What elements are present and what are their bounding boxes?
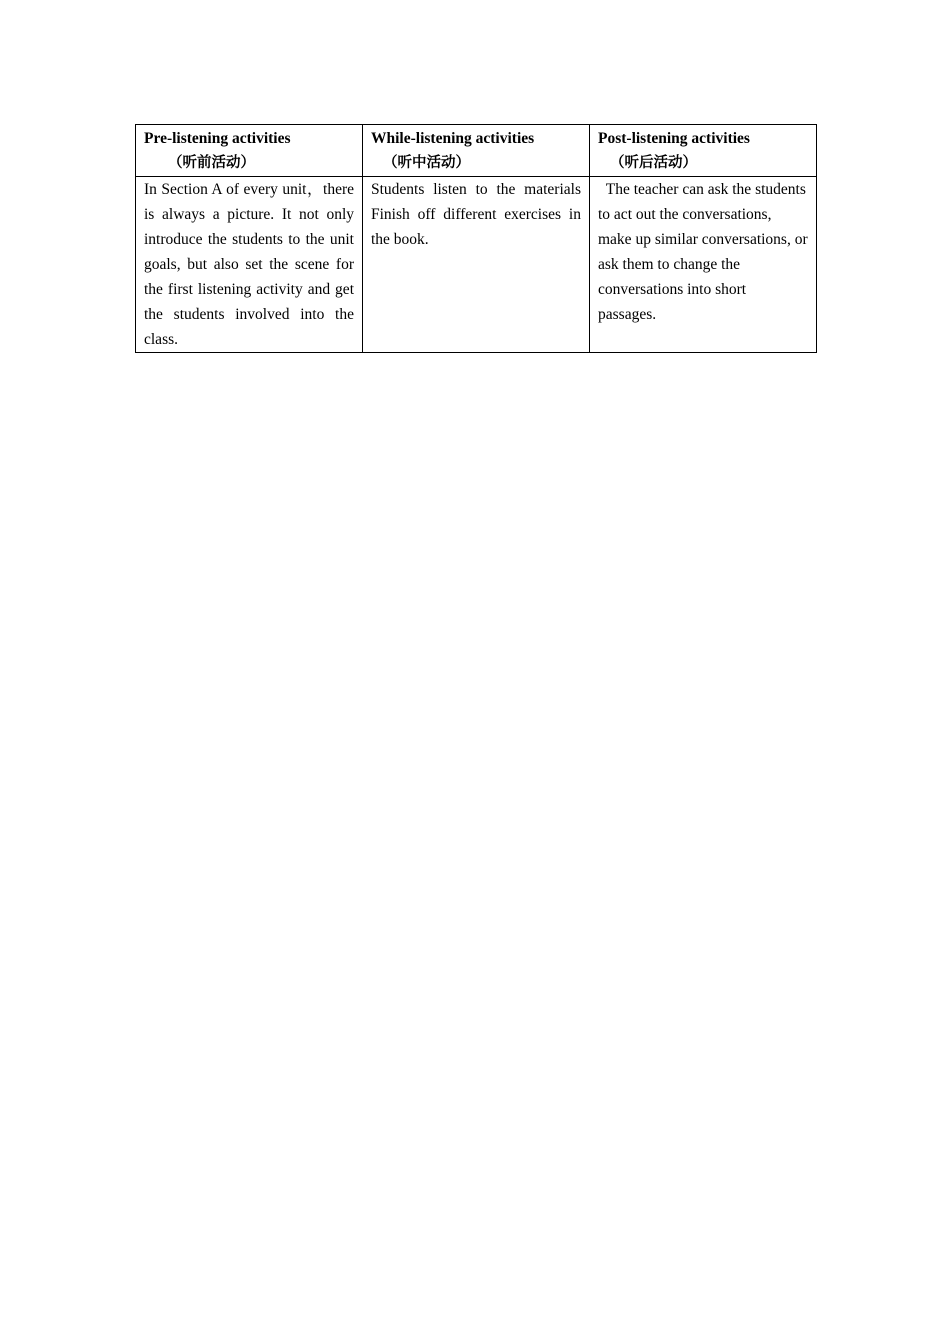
- cell-pre-listening: [136, 177, 363, 353]
- cell-pre-listening-text: In Section A of every unit，there is always a picture. It not only introduce the students to the unit goals, but also set the scene for the first listening activity and get the students involved into the class.: [144, 181, 354, 348]
- table-row: [136, 177, 817, 353]
- cell-post-listening: [590, 177, 817, 353]
- cell-while-listening-text: Students listen to the materials Finish off different exercises in the book.: [371, 181, 581, 248]
- header-while-listening-cn: （听中活动）: [383, 155, 470, 171]
- header-while-listening-en: While-listening activities: [371, 130, 535, 147]
- header-post-listening: [590, 125, 817, 177]
- header-pre-listening: [136, 125, 363, 177]
- header-post-listening-cn: （听后活动）: [610, 155, 697, 171]
- listening-activities-table: [135, 124, 817, 353]
- header-pre-listening-cn: （听前活动）: [168, 155, 255, 171]
- header-pre-listening-en: Pre-listening activities: [144, 130, 291, 147]
- cell-while-listening: [363, 177, 590, 353]
- table-header-row: [136, 125, 817, 177]
- cell-post-listening-text: The teacher can ask the students to act out the conversations, make up similar conversations, or ask them to change the conversations into short passages.: [598, 181, 812, 323]
- header-post-listening-en: Post-listening activities: [598, 130, 750, 147]
- header-while-listening: [363, 125, 590, 177]
